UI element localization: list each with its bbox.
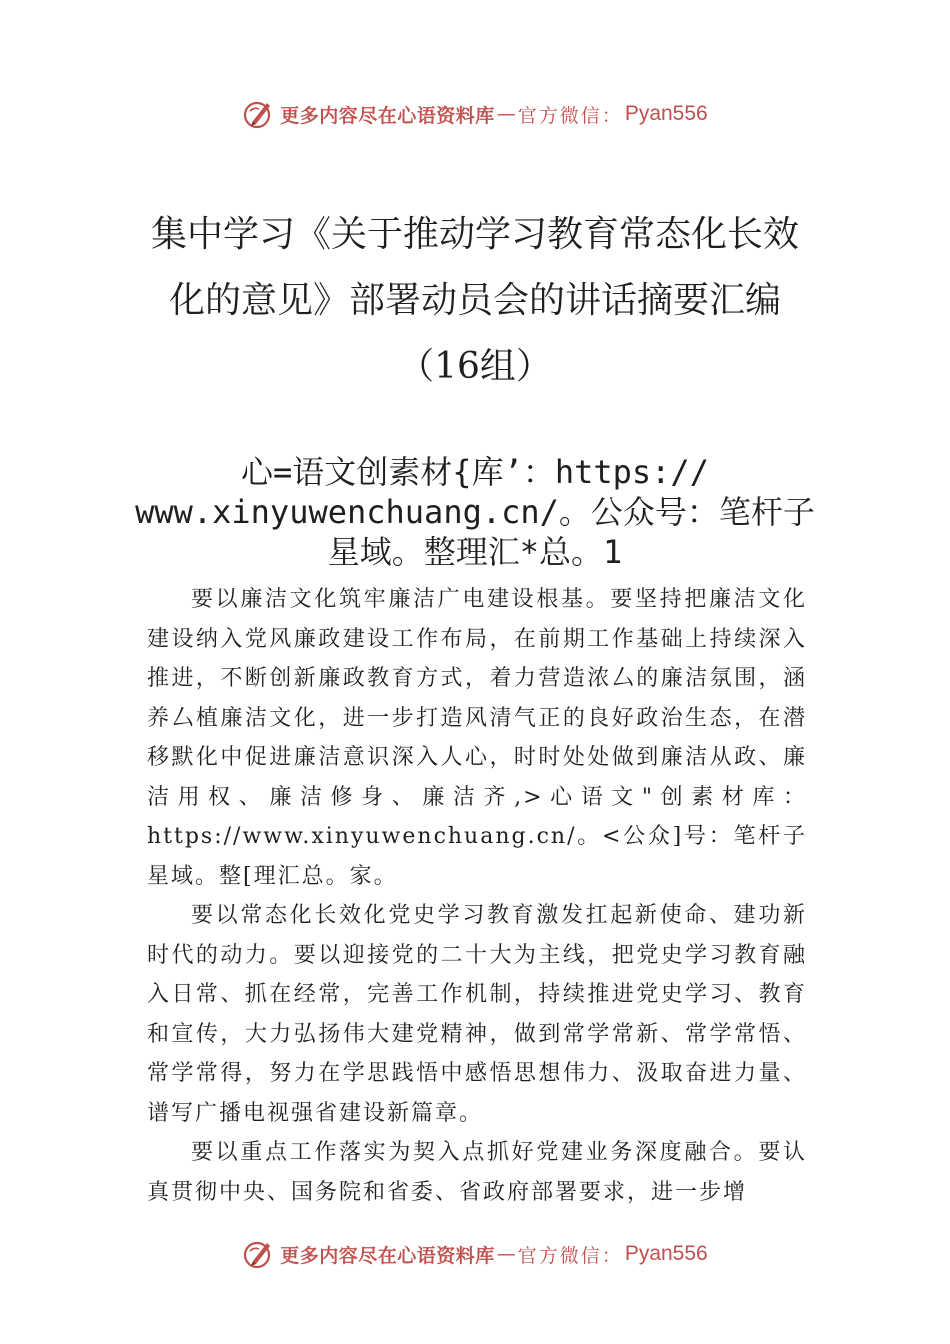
subheading-line-3: 星域。整理汇*总。1 (327, 533, 623, 571)
pen-logo-icon (242, 97, 276, 131)
banner-brand-text: 更多内容尽在心语资料库 (280, 104, 495, 127)
banner-separator: — (496, 103, 516, 125)
title-line-1: 集中学习《关于推动学习教育常态化长效 (150, 214, 799, 255)
body-paragraph-1: 要以廉洁文化筑牢廉洁广电建设根基。要坚持把廉洁文化建设纳入党风廉政建设工作布局，在前期工作基础上持续深入推进，不断创新廉政教育方式，着力营造浓厶的廉洁氛围，涵养厶植廉洁文化，进一步打造风清气正的良好政治生态，在潜移默化中促进廉洁意识深入人心，时时处处做到廉洁从政、廉洁用权、廉洁修身、廉洁齐,>心语文"创素材库：https://www.xinyuwenchuang.cn/。<公众]号：笔杆子星域。整[理汇总。家。 (147, 587, 807, 889)
document-body (147, 580, 807, 1212)
banner-wechat-label: 官方微信： (517, 104, 623, 127)
banner-wechat-id: Pyan556 (624, 102, 708, 125)
source-subheading (0, 452, 950, 572)
header-banner (0, 92, 950, 136)
document-title (0, 202, 950, 400)
banner-wechat-id: Pyan556 (624, 1242, 708, 1265)
banner-wechat-label: 官方微信： (517, 1244, 623, 1267)
subheading-line-1: 心=语文创素材{库’：https:// (241, 453, 709, 491)
subheading-line-2: www.xinyuwenchuang.cn/。公众号：笔杆子 (135, 493, 815, 531)
banner-separator: — (496, 1243, 516, 1265)
banner-brand-text: 更多内容尽在心语资料库 (280, 1244, 495, 1267)
title-line-2: 化的意见》部署动员会的讲话摘要汇编 (168, 280, 781, 321)
title-line-3: （16组） (398, 346, 552, 387)
footer-banner (0, 1232, 950, 1276)
body-paragraph-3: 要以重点工作落实为契入点抓好党建业务深度融合。要认真贯彻中央、国务院和省委、省政府部署要求，进一步增 (147, 1140, 807, 1205)
pen-logo-icon (242, 1237, 276, 1271)
body-paragraph-2: 要以常态化长效化党史学习教育激发扛起新使命、建功新时代的动力。要以迎接党的二十大为主线，把党史学习教育融入日常、抓在经常，完善工作机制，持续推进党史学习、教育和宣传，大力弘扬伟大建党精神，做到常学常新、常学常悟、常学常得，努力在学思践悟中感悟思想伟力、汲取奋进力量、谱写广播电视强省建设新篇章。 (147, 903, 807, 1126)
